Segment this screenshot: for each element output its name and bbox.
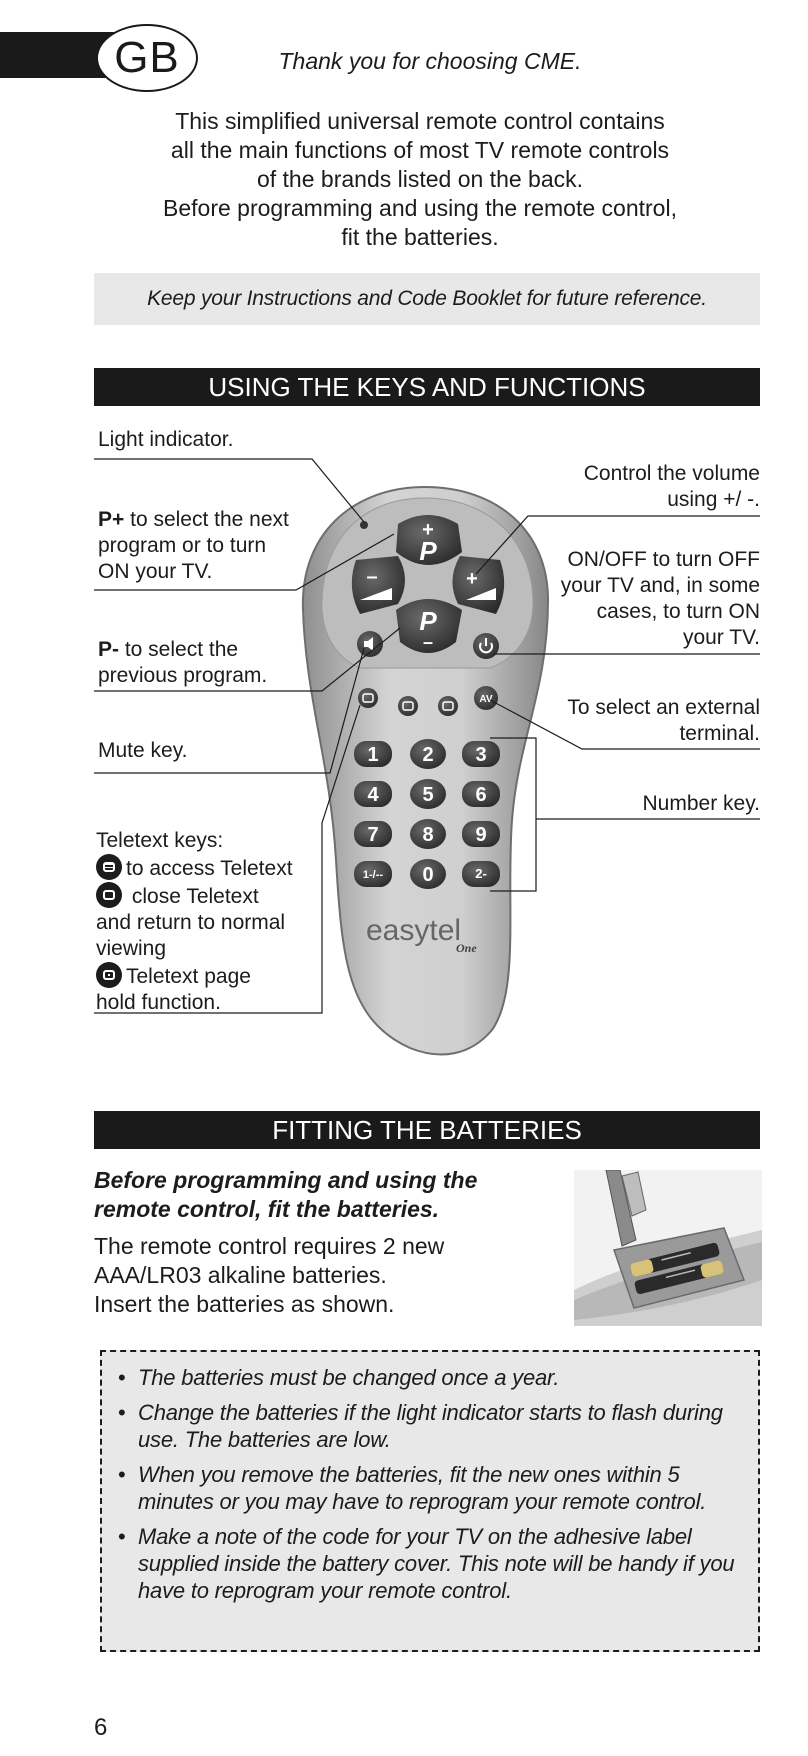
label-teletext-close2: and return to normal bbox=[96, 911, 286, 934]
label-p-minus-bold: P- bbox=[98, 638, 119, 661]
teletext-off-icon bbox=[96, 882, 122, 908]
label-p-minus-line2: previous program. bbox=[98, 664, 268, 687]
label-teletext-hold2: hold function. bbox=[96, 991, 221, 1014]
label-light-indicator: Light indicator. bbox=[98, 428, 234, 451]
teletext-hold-button[interactable] bbox=[438, 696, 458, 716]
number-key-label: 2 bbox=[422, 744, 434, 766]
label-number-key: Number key. bbox=[642, 792, 760, 815]
battery-tip: • Change the batteries if the light indicator starts to flash during use. The batteries are low. bbox=[118, 1399, 742, 1453]
intro-line: of the brands listed on the back. bbox=[256, 166, 584, 192]
batteries-heading-line: Before programming and using the bbox=[94, 1167, 478, 1193]
label-onoff-line1: ON/OFF to turn OFF bbox=[567, 548, 760, 571]
teletext-on-button[interactable] bbox=[358, 688, 378, 708]
label-p-minus bbox=[98, 637, 267, 689]
vol-minus-sign: – bbox=[366, 566, 378, 588]
intro-line: fit the batteries. bbox=[341, 224, 499, 250]
keep-note: Keep your Instructions and Code Booklet for future reference. bbox=[94, 273, 760, 325]
number-key-label: 1 bbox=[367, 744, 379, 766]
thanks-heading: Thank you for choosing CME. bbox=[278, 48, 582, 74]
intro-line: all the main functions of most TV remote controls bbox=[170, 137, 670, 163]
page-number: 6 bbox=[94, 1714, 108, 1741]
label-teletext-hold: Teletext page bbox=[126, 965, 251, 988]
label-teletext bbox=[96, 828, 293, 1016]
number-key-label: 0 bbox=[422, 864, 434, 886]
battery-compartment-photo bbox=[574, 1170, 762, 1326]
number-key-label: 6 bbox=[475, 784, 487, 806]
label-external-line2: terminal. bbox=[679, 722, 760, 745]
label-volume bbox=[520, 461, 760, 513]
vol-plus-sign: + bbox=[466, 568, 478, 590]
batteries-heading bbox=[94, 1166, 514, 1224]
country-code: GB bbox=[114, 33, 180, 82]
label-teletext-close3: viewing bbox=[96, 937, 167, 960]
batteries-section-title: FITTING THE BATTERIES bbox=[94, 1111, 760, 1149]
label-p-plus-text: to select the next bbox=[124, 508, 289, 531]
p-minus-sign: – bbox=[422, 632, 434, 652]
label-p-plus-line3: ON your TV. bbox=[98, 560, 213, 583]
intro-line: This simplified universal remote control contains bbox=[175, 108, 665, 134]
battery-tip: • Make a note of the code for your TV on the adhesive label supplied inside the battery cover. This note will be handy if you have to reprogram your remote control. bbox=[118, 1523, 742, 1604]
number-key-label: 2- bbox=[475, 866, 487, 881]
p-plus-sign: + bbox=[422, 519, 434, 541]
light-indicator bbox=[360, 521, 368, 529]
number-key-label: 1-/-- bbox=[362, 869, 384, 881]
brand-logo: easytel bbox=[366, 914, 462, 947]
number-key-label: 3 bbox=[475, 744, 487, 766]
batteries-text bbox=[94, 1232, 514, 1319]
label-mute: Mute key. bbox=[98, 739, 188, 762]
label-onoff-line2: your TV and, in some bbox=[560, 574, 760, 597]
p-minus-letter: P bbox=[419, 606, 437, 636]
teletext-off-button[interactable] bbox=[398, 696, 418, 716]
teletext-hold-icon bbox=[96, 962, 122, 988]
label-teletext-access: to access Teletext bbox=[126, 857, 293, 880]
p-plus-letter: P bbox=[419, 536, 437, 566]
label-p-minus-text: to select the bbox=[119, 638, 239, 661]
number-key-label: 4 bbox=[367, 784, 379, 806]
number-key-label: 9 bbox=[475, 824, 487, 846]
label-onoff-line4: your TV. bbox=[682, 626, 760, 649]
keys-section-title: USING THE KEYS AND FUNCTIONS bbox=[94, 368, 760, 406]
label-teletext-close: close Teletext bbox=[131, 885, 259, 908]
label-external-line1: To select an external bbox=[567, 696, 760, 719]
label-teletext-title: Teletext keys: bbox=[96, 829, 224, 852]
label-external bbox=[520, 695, 760, 747]
label-onoff-line3: cases, to turn ON bbox=[596, 600, 760, 623]
batteries-heading-line: remote control, fit the batteries. bbox=[94, 1196, 440, 1222]
number-key-label: 5 bbox=[422, 784, 434, 806]
intro-line: Before programming and using the remote control, bbox=[163, 195, 677, 221]
brand-sub: One bbox=[456, 941, 477, 955]
battery-tips-box bbox=[100, 1350, 760, 1652]
label-p-plus bbox=[98, 507, 289, 585]
batteries-text-line: AAA/LR03 alkaline batteries. bbox=[94, 1262, 387, 1288]
battery-tip: • The batteries must be changed once a year. bbox=[118, 1364, 742, 1391]
batteries-text-line: The remote control requires 2 new bbox=[94, 1233, 445, 1259]
label-p-plus-bold: P+ bbox=[98, 508, 125, 531]
number-key-label: 8 bbox=[422, 824, 434, 846]
batteries-text-line: Insert the batteries as shown. bbox=[94, 1291, 395, 1317]
battery-tip: • When you remove the batteries, fit the new ones within 5 minutes or you may have to reprogram your remote control. bbox=[118, 1461, 742, 1515]
label-volume-line2: using +/ -. bbox=[667, 488, 760, 511]
label-volume-line1: Control the volume bbox=[583, 462, 760, 485]
number-key-label: 7 bbox=[367, 824, 379, 846]
teletext-on-icon bbox=[96, 854, 122, 880]
av-label: AV bbox=[479, 694, 493, 705]
label-p-plus-line2: program or to turn bbox=[98, 534, 267, 557]
label-onoff bbox=[520, 547, 760, 651]
